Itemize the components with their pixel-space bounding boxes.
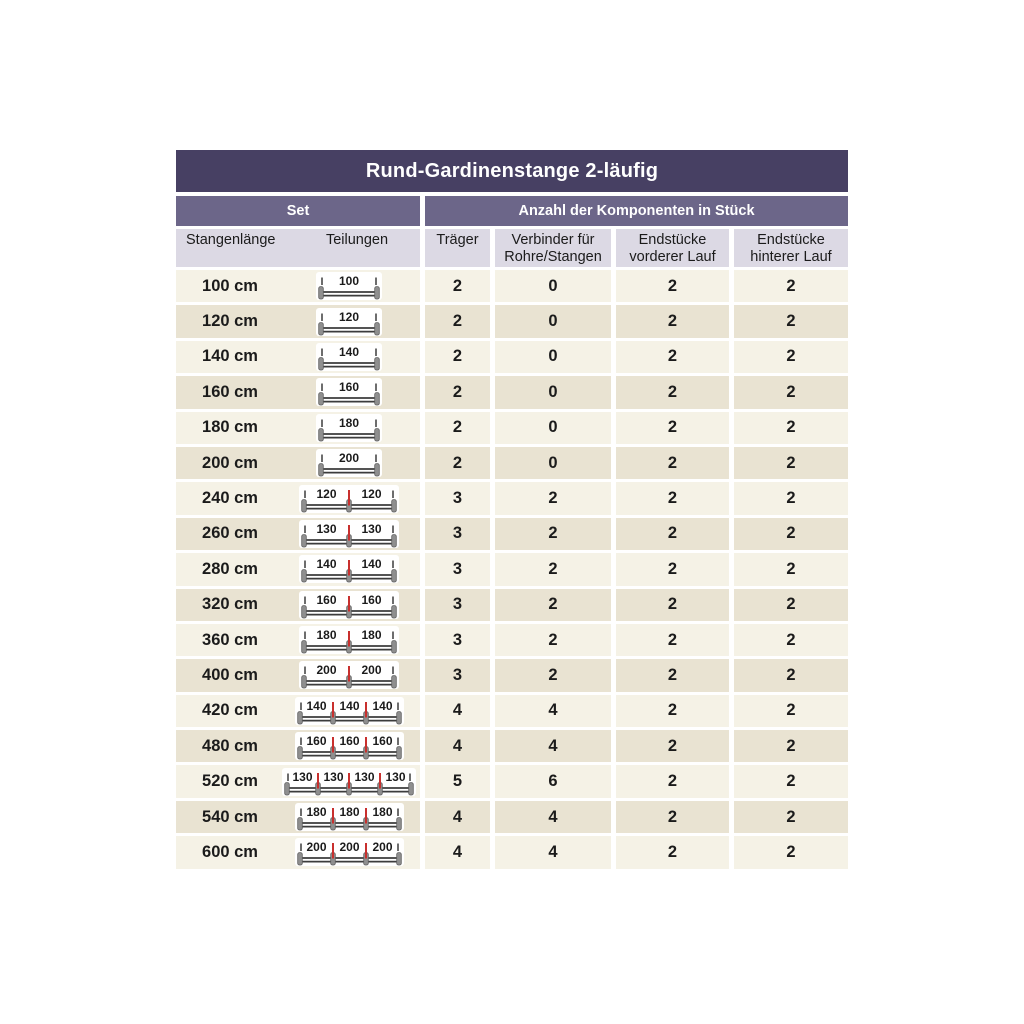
column-header-row — [176, 229, 848, 267]
svg-text:140: 140 — [338, 698, 360, 713]
verbinder-value: 0 — [495, 305, 611, 337]
svg-text:160: 160 — [305, 734, 327, 749]
svg-text:130: 130 — [316, 521, 337, 536]
verbinder-value: 2 — [495, 624, 611, 656]
set-cell — [176, 624, 420, 656]
endstueck-hinterer-value: 2 — [734, 695, 848, 727]
stangenlaenge-value: 600 cm — [202, 842, 258, 861]
set-cell — [176, 730, 420, 762]
verbinder-value: 0 — [495, 447, 611, 479]
stangenlaenge-value: 420 cm — [202, 701, 258, 720]
stangenlaenge-value: 540 cm — [202, 807, 258, 826]
stangenlaenge-value: 360 cm — [202, 630, 258, 649]
set-cell — [176, 482, 420, 514]
table-row — [176, 659, 848, 691]
rod-diagram-icon — [316, 414, 382, 442]
svg-text:140: 140 — [305, 698, 327, 713]
verbinder-value: 2 — [495, 589, 611, 621]
set-cell — [176, 341, 420, 373]
endstueck-hinterer-value: 2 — [734, 659, 848, 691]
set-cell — [176, 412, 420, 444]
rod-diagram-icon — [316, 378, 382, 406]
svg-text:130: 130 — [323, 769, 344, 784]
endstueck-vorderer-value: 2 — [616, 305, 729, 337]
table-row — [176, 447, 848, 479]
svg-text:200: 200 — [305, 840, 327, 855]
group-header-row — [176, 196, 848, 226]
endstueck-vorderer-value: 2 — [616, 730, 729, 762]
svg-text:200: 200 — [316, 663, 337, 678]
verbinder-value: 2 — [495, 482, 611, 514]
teilungen-cell — [278, 485, 420, 513]
endstueck-hinterer-value: 2 — [734, 624, 848, 656]
table-row — [176, 589, 848, 621]
teilungen-cell — [278, 626, 420, 654]
traeger-value: 2 — [425, 376, 490, 408]
endstueck-vorderer-value: 2 — [616, 482, 729, 514]
column-header-line: Endstücke — [757, 232, 825, 248]
svg-text:140: 140 — [371, 698, 393, 713]
traeger-value: 4 — [425, 730, 490, 762]
teilungen-cell — [278, 555, 420, 583]
svg-text:130: 130 — [361, 521, 382, 536]
endstueck-hinterer-value: 2 — [734, 730, 848, 762]
verbinder-value: 6 — [495, 765, 611, 797]
endstueck-hinterer-value: 2 — [734, 801, 848, 833]
endstueck-vorderer-value: 2 — [616, 341, 729, 373]
set-cell — [176, 553, 420, 585]
traeger-value: 2 — [425, 341, 490, 373]
endstueck-hinterer-value: 2 — [734, 270, 848, 302]
traeger-value: 5 — [425, 765, 490, 797]
rod-diagram-icon — [295, 803, 404, 831]
verbinder-value: 0 — [495, 376, 611, 408]
traeger-value: 4 — [425, 801, 490, 833]
endstueck-hinterer-value: 2 — [734, 836, 848, 868]
svg-text:200: 200 — [361, 663, 382, 678]
column-header-line: Träger — [436, 232, 479, 248]
teilungen-cell — [278, 343, 420, 371]
traeger-value: 2 — [425, 305, 490, 337]
table-row — [176, 376, 848, 408]
endstueck-hinterer-value: 2 — [734, 518, 848, 550]
set-cell — [176, 836, 420, 868]
svg-text:130: 130 — [385, 769, 406, 784]
teilungen-cell — [278, 414, 420, 442]
verbinder-value: 4 — [495, 836, 611, 868]
column-header-line: hinterer Lauf — [750, 249, 832, 265]
column-header-stangenlaenge: Stangenlänge — [186, 232, 276, 248]
group-header-components: Anzahl der Komponenten in Stück — [425, 196, 848, 226]
svg-text:160: 160 — [316, 592, 337, 607]
stangenlaenge-value: 240 cm — [202, 489, 258, 508]
stangenlaenge-value: 180 cm — [202, 418, 258, 437]
rod-diagram-icon — [299, 626, 399, 654]
teilungen-cell — [278, 838, 420, 866]
stangenlaenge-value: 280 cm — [202, 559, 258, 578]
svg-text:160: 160 — [371, 734, 393, 749]
teilungen-cell — [278, 272, 420, 300]
endstueck-vorderer-value: 2 — [616, 553, 729, 585]
group-header-set: Set — [176, 196, 420, 226]
endstueck-hinterer-value: 2 — [734, 765, 848, 797]
endstueck-vorderer-value: 2 — [616, 695, 729, 727]
verbinder-value: 2 — [495, 518, 611, 550]
endstueck-vorderer-value: 2 — [616, 801, 729, 833]
svg-text:180: 180 — [305, 804, 327, 819]
svg-text:140: 140 — [316, 557, 337, 572]
set-cell — [176, 589, 420, 621]
svg-text:120: 120 — [361, 486, 382, 501]
column-header-endstueck-hinterer — [734, 229, 848, 267]
svg-text:200: 200 — [338, 840, 360, 855]
svg-text:160: 160 — [361, 592, 382, 607]
endstueck-vorderer-value: 2 — [616, 624, 729, 656]
traeger-value: 2 — [425, 412, 490, 444]
set-cell — [176, 801, 420, 833]
curtain-rod-table — [176, 150, 848, 869]
traeger-value: 3 — [425, 482, 490, 514]
traeger-value: 3 — [425, 518, 490, 550]
rod-diagram-icon — [316, 343, 382, 371]
teilungen-cell — [278, 661, 420, 689]
table-row — [176, 836, 848, 868]
rod-diagram-icon — [299, 591, 399, 619]
svg-text:130: 130 — [292, 769, 313, 784]
svg-text:100: 100 — [338, 273, 360, 288]
table-row — [176, 270, 848, 302]
endstueck-vorderer-value: 2 — [616, 659, 729, 691]
rod-diagram-icon — [316, 449, 382, 477]
teilungen-cell — [278, 803, 420, 831]
column-header-traeger — [425, 229, 490, 267]
endstueck-vorderer-value: 2 — [616, 447, 729, 479]
verbinder-value: 4 — [495, 730, 611, 762]
endstueck-vorderer-value: 2 — [616, 376, 729, 408]
column-header-teilungen: Teilungen — [325, 232, 389, 248]
column-header-line: Rohre/Stangen — [504, 249, 602, 265]
endstueck-vorderer-value: 2 — [616, 836, 729, 868]
verbinder-value: 2 — [495, 553, 611, 585]
traeger-value: 2 — [425, 270, 490, 302]
rod-diagram-icon — [299, 555, 399, 583]
rod-diagram-icon — [295, 732, 404, 760]
set-cell — [176, 447, 420, 479]
column-header-line: Verbinder für — [511, 232, 595, 248]
set-cell — [176, 659, 420, 691]
rod-diagram-icon — [282, 768, 416, 796]
stangenlaenge-value: 120 cm — [202, 312, 258, 331]
traeger-value: 3 — [425, 659, 490, 691]
table-row — [176, 341, 848, 373]
stangenlaenge-value: 400 cm — [202, 665, 258, 684]
column-header-endstueck-vorderer — [616, 229, 729, 267]
svg-text:160: 160 — [338, 380, 360, 395]
table-row — [176, 624, 848, 656]
stangenlaenge-value: 520 cm — [202, 772, 258, 791]
svg-text:120: 120 — [316, 486, 337, 501]
endstueck-vorderer-value: 2 — [616, 412, 729, 444]
column-header-line: Endstücke — [638, 232, 707, 248]
teilungen-cell — [278, 697, 420, 725]
teilungen-cell — [278, 308, 420, 336]
table-row — [176, 553, 848, 585]
rod-diagram-icon — [316, 272, 382, 300]
table-row — [176, 730, 848, 762]
table-row — [176, 801, 848, 833]
set-cell — [176, 695, 420, 727]
stangenlaenge-value: 260 cm — [202, 524, 258, 543]
endstueck-hinterer-value: 2 — [734, 412, 848, 444]
teilungen-cell — [278, 378, 420, 406]
verbinder-value: 2 — [495, 659, 611, 691]
stangenlaenge-value: 160 cm — [202, 382, 258, 401]
table-row — [176, 482, 848, 514]
stangenlaenge-value: 200 cm — [202, 453, 258, 472]
teilungen-cell — [278, 768, 420, 796]
svg-text:200: 200 — [338, 450, 360, 465]
verbinder-value: 0 — [495, 270, 611, 302]
endstueck-hinterer-value: 2 — [734, 376, 848, 408]
stangenlaenge-value: 140 cm — [202, 347, 258, 366]
rod-diagram-icon — [299, 520, 399, 548]
svg-text:180: 180 — [361, 627, 382, 642]
set-cell — [176, 518, 420, 550]
table-row — [176, 412, 848, 444]
rod-diagram-icon — [316, 308, 382, 336]
endstueck-hinterer-value: 2 — [734, 447, 848, 479]
stangenlaenge-value: 100 cm — [202, 276, 258, 295]
svg-text:140: 140 — [361, 557, 382, 572]
endstueck-hinterer-value: 2 — [734, 482, 848, 514]
column-header-line: vorderer Lauf — [629, 249, 716, 265]
table-rows — [176, 270, 848, 869]
traeger-value: 2 — [425, 447, 490, 479]
rod-diagram-icon — [295, 838, 404, 866]
set-cell — [176, 270, 420, 302]
endstueck-hinterer-value: 2 — [734, 589, 848, 621]
svg-text:120: 120 — [338, 309, 360, 324]
column-header-verbinder — [495, 229, 611, 267]
svg-text:180: 180 — [338, 415, 360, 430]
stangenlaenge-value: 320 cm — [202, 595, 258, 614]
teilungen-cell — [278, 591, 420, 619]
set-cell — [176, 765, 420, 797]
endstueck-vorderer-value: 2 — [616, 518, 729, 550]
endstueck-hinterer-value: 2 — [734, 553, 848, 585]
stangenlaenge-value: 480 cm — [202, 736, 258, 755]
endstueck-hinterer-value: 2 — [734, 341, 848, 373]
traeger-value: 3 — [425, 589, 490, 621]
traeger-value: 3 — [425, 553, 490, 585]
teilungen-cell — [278, 732, 420, 760]
table-row — [176, 518, 848, 550]
svg-text:200: 200 — [371, 840, 393, 855]
teilungen-cell — [278, 520, 420, 548]
endstueck-hinterer-value: 2 — [734, 305, 848, 337]
verbinder-value: 4 — [495, 801, 611, 833]
table-row — [176, 765, 848, 797]
table-row — [176, 695, 848, 727]
set-cell — [176, 305, 420, 337]
verbinder-value: 4 — [495, 695, 611, 727]
verbinder-value: 0 — [495, 341, 611, 373]
rod-diagram-icon — [299, 485, 399, 513]
table-title: Rund-Gardinenstange 2-läufig — [176, 150, 848, 192]
traeger-value: 3 — [425, 624, 490, 656]
rod-diagram-icon — [299, 661, 399, 689]
svg-text:180: 180 — [338, 804, 360, 819]
endstueck-vorderer-value: 2 — [616, 765, 729, 797]
svg-text:180: 180 — [316, 627, 337, 642]
svg-text:140: 140 — [338, 344, 360, 359]
set-cell — [176, 376, 420, 408]
traeger-value: 4 — [425, 695, 490, 727]
endstueck-vorderer-value: 2 — [616, 270, 729, 302]
verbinder-value: 0 — [495, 412, 611, 444]
svg-text:180: 180 — [371, 804, 393, 819]
column-header-set-group — [176, 229, 420, 267]
svg-text:160: 160 — [338, 734, 360, 749]
rod-diagram-icon — [295, 697, 404, 725]
table-row — [176, 305, 848, 337]
traeger-value: 4 — [425, 836, 490, 868]
endstueck-vorderer-value: 2 — [616, 589, 729, 621]
teilungen-cell — [278, 449, 420, 477]
svg-text:130: 130 — [354, 769, 375, 784]
